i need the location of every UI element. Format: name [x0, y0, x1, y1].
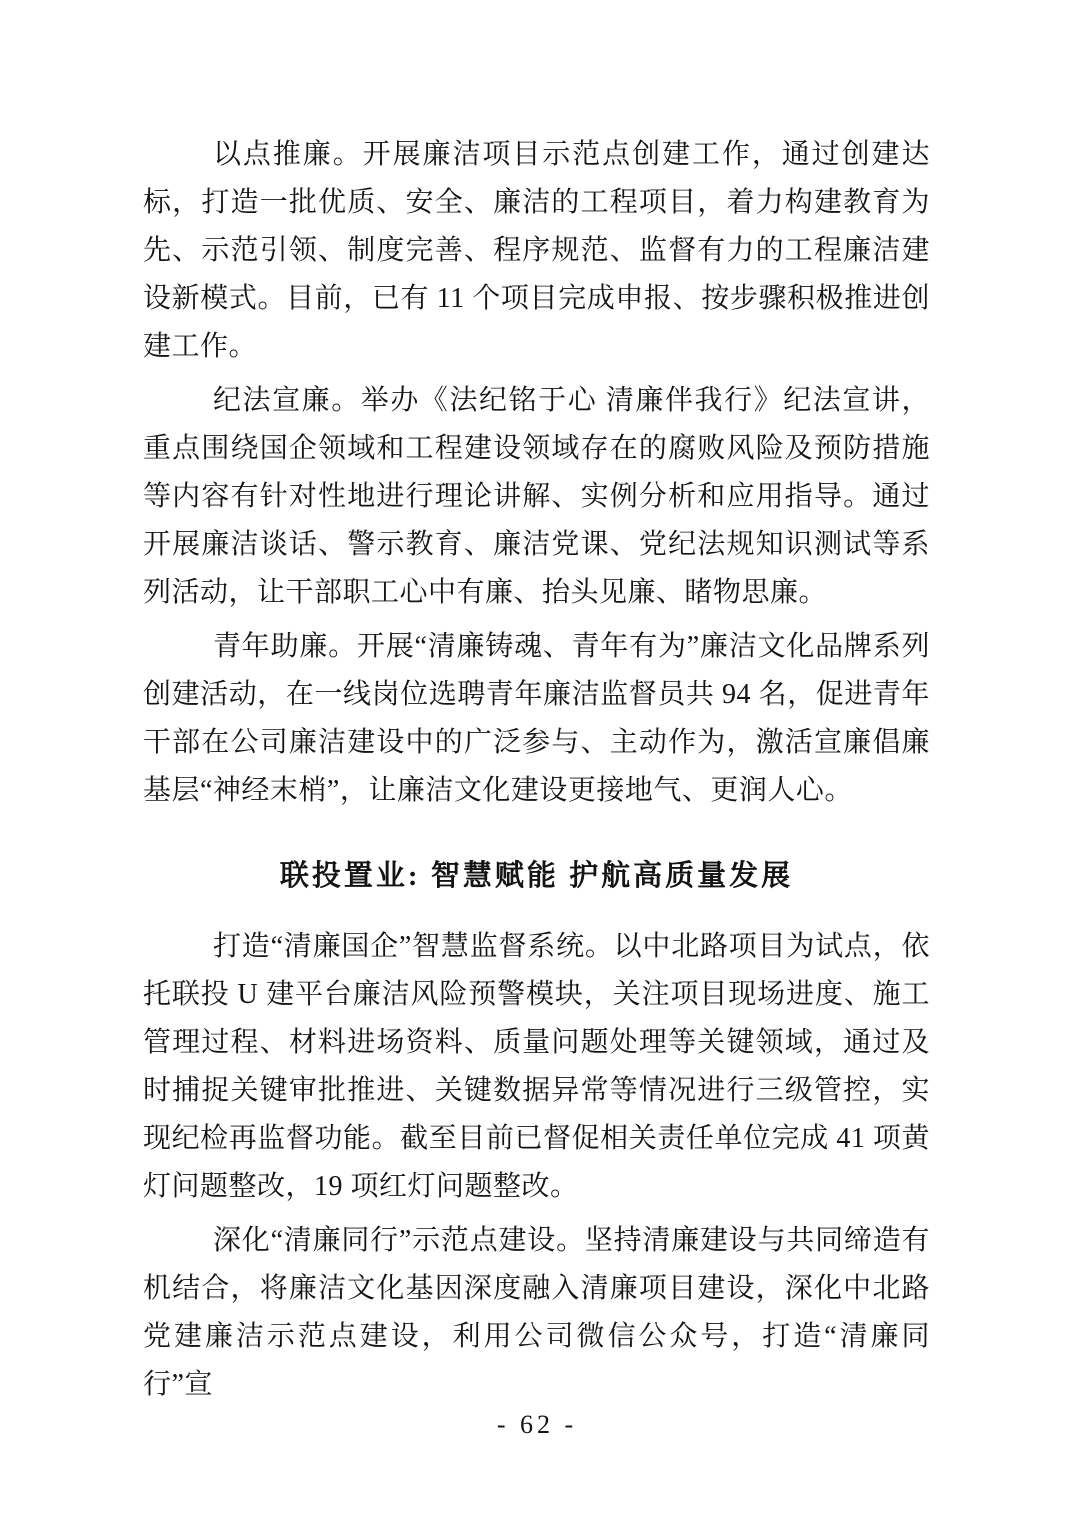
section-heading: 联投置业: 智慧赋能 护航高质量发展 [279, 860, 794, 892]
page-number: - 62 - [496, 1410, 578, 1439]
document-body [143, 131, 930, 1409]
paragraph-yidiantuilian: 以点推廉。开展廉洁项目示范点创建工作，通过创建达标，打造一批优质、安全、廉洁的工程项目，着力构建教育为先、示范引领、制度完善、程序规范、监督有力的工程廉洁建设新模式。目前，已有 11 个项目完成申报、按步骤积极推进创建工作。 [143, 139, 930, 362]
paragraph-qingnianzhulian: 青年助廉。开展“清廉铸魂、青年有为”廉洁文化品牌系列创建活动，在一线岗位选聘青年廉洁监督员共 94 名，促进青年干部在公司廉洁建设中的广泛参与、主动作为，激活宣廉倡廉基层“神经末梢”，让廉洁文化建设更接地气、更润人心。 [143, 631, 930, 806]
paragraph-qinglian-tongxing: 深化“清廉同行”示范点建设。坚持清廉建设与共同缔造有机结合，将廉洁文化基因深度融入清廉项目建设，深化中北路党建廉洁示范点建设，利用公司微信公众号，打造“清廉同行”宣 [143, 1225, 930, 1400]
paragraph-jifaxuanlian: 纪法宣廉。举办《法纪铭于心 清廉伴我行》纪法宣讲，重点围绕国企领域和工程建设领域存在的腐败风险及预防措施等内容有针对性地进行理论讲解、实例分析和应用指导。通过开展廉洁谈话、警示教育、廉洁党课、党纪法规知识测试等系列活动，让干部职工心中有廉、抬头见廉、睹物思廉。 [143, 385, 930, 608]
paragraph-zhihuijiandu: 打造“清廉国企”智慧监督系统。以中北路项目为试点，依托联投 U 建平台廉洁风险预警模块，关注项目现场进度、施工管理过程、材料进场资料、质量问题处理等关键领域，通过及时捕捉关键审批推进、关键数据异常等情况进行三级管控，实现纪检再监督功能。截至目前已督促相关责任单位完成 41 项黄灯问题整改，19 项红灯问题整改。 [143, 931, 930, 1202]
